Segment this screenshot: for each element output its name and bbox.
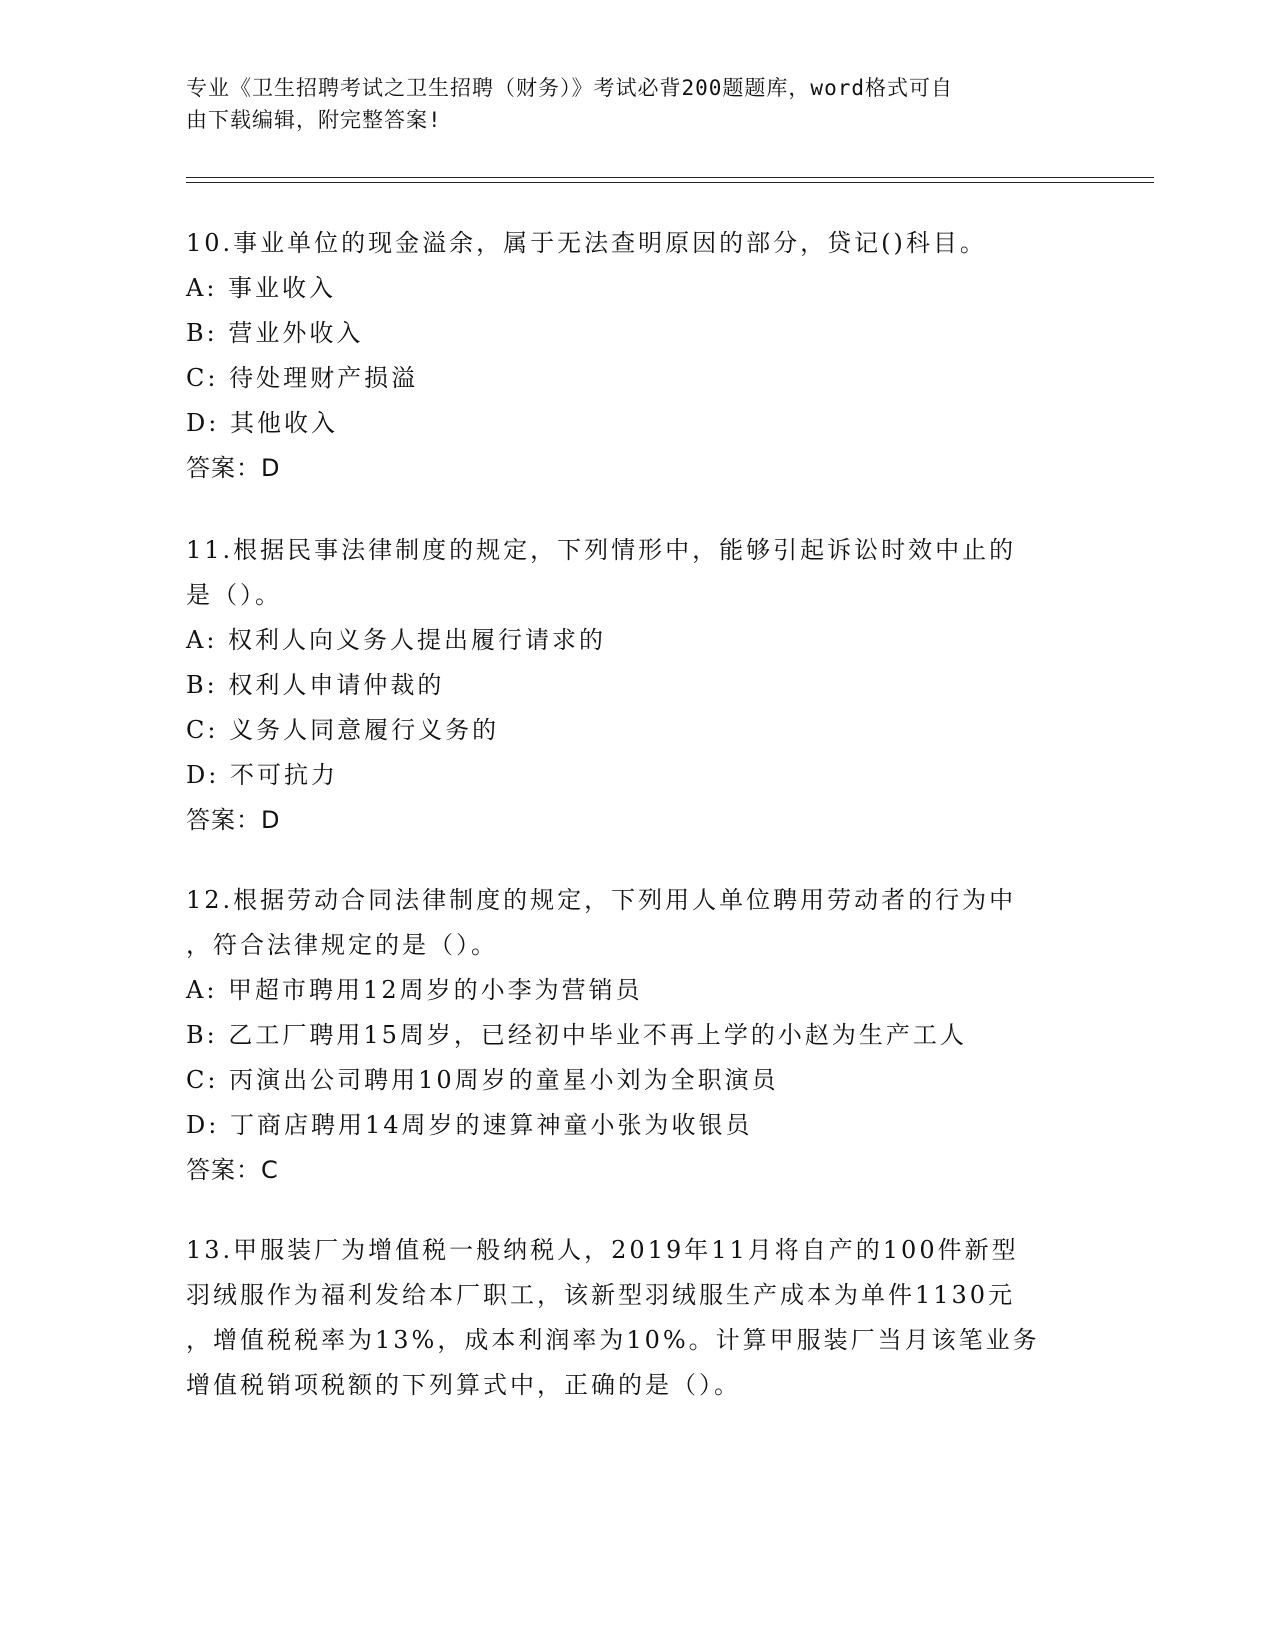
question-11 <box>186 528 1086 843</box>
header-line-1: 专业《卫生招聘考试之卫生招聘（财务）》考试必背200题题库，word格式可自 <box>186 76 953 100</box>
option-b: B: 营业外收入 <box>186 319 364 347</box>
option-a: A: 甲超市聘用12周岁的小李为营销员 <box>186 976 643 1004</box>
header-line-2: 由下载编辑，附完整答案! <box>186 108 442 132</box>
document-header <box>186 72 1086 136</box>
option-c: C: 义务人同意履行义务的 <box>186 716 500 744</box>
question-10 <box>186 221 1086 491</box>
option-b: B: 权利人申请仲裁的 <box>186 671 445 699</box>
answer-label: 答案：C <box>186 1156 279 1184</box>
answer-label: 答案：D <box>186 806 281 834</box>
question-text-line: ，增值税税率为13%，成本利润率为10%。计算甲服装厂当月该笔业务 <box>186 1326 1040 1354</box>
question-text-line: 11.根据民事法律制度的规定，下列情形中，能够引起诉讼时效中止的 <box>186 536 1017 564</box>
answer-label: 答案：D <box>186 454 281 482</box>
question-13 <box>186 1228 1086 1408</box>
question-text-line: 10.事业单位的现金溢余，属于无法查明原因的部分，贷记()科目。 <box>186 229 987 257</box>
question-text-line: 是（）。 <box>186 581 282 609</box>
question-12 <box>186 878 1086 1193</box>
question-text-line: 13.甲服装厂为增值税一般纳税人，2019年11月将自产的100件新型 <box>186 1236 1019 1264</box>
option-a: A: 权利人向义务人提出履行请求的 <box>186 626 607 654</box>
header-divider-bottom <box>186 182 1154 183</box>
option-d: D: 不可抗力 <box>186 761 338 789</box>
option-c: C: 丙演出公司聘用10周岁的童星小刘为全职演员 <box>186 1066 779 1094</box>
question-text-line: ，符合法律规定的是（）。 <box>186 931 498 959</box>
header-divider-top <box>186 177 1154 178</box>
option-b: B: 乙工厂聘用15周岁，已经初中毕业不再上学的小赵为生产工人 <box>186 1021 967 1049</box>
option-d: D: 丁商店聘用14周岁的速算神童小张为收银员 <box>186 1111 753 1139</box>
question-text-line: 12.根据劳动合同法律制度的规定，下列用人单位聘用劳动者的行为中 <box>186 886 1017 914</box>
option-c: C: 待处理财产损溢 <box>186 364 419 392</box>
question-text-line: 羽绒服作为福利发给本厂职工，该新型羽绒服生产成本为单件1130元 <box>186 1281 1016 1309</box>
question-text-line: 增值税销项税额的下列算式中，正确的是（）。 <box>186 1371 741 1399</box>
option-a: A: 事业收入 <box>186 274 337 302</box>
option-d: D: 其他收入 <box>186 409 338 437</box>
